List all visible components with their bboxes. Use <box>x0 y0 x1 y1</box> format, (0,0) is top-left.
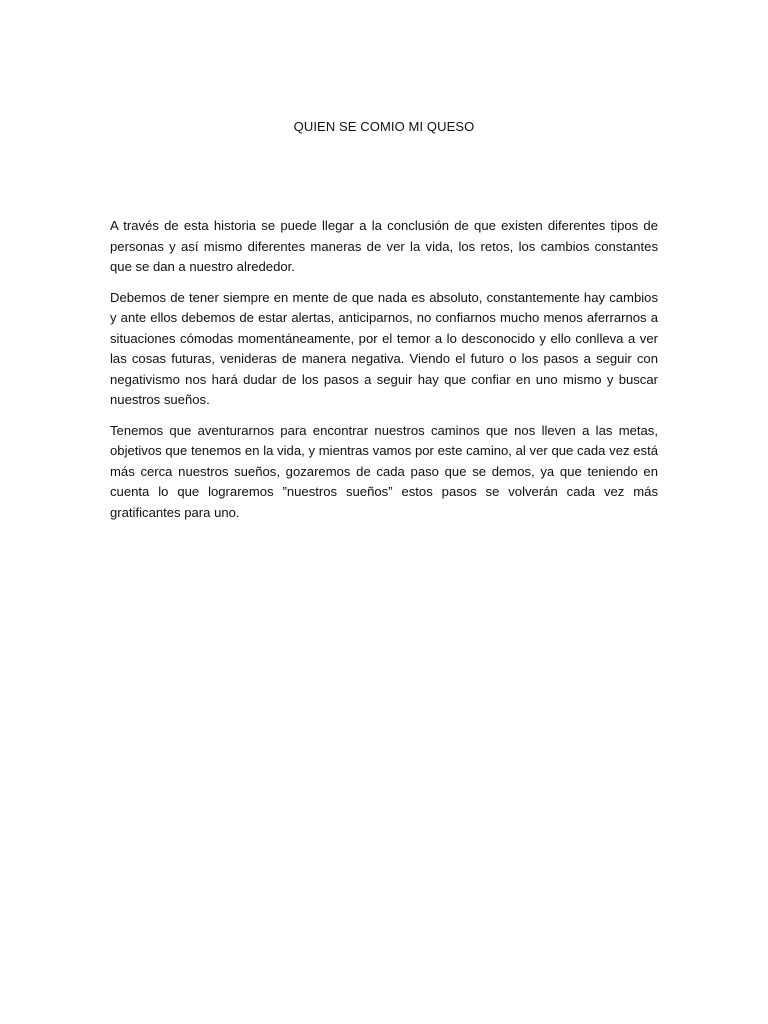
document-body <box>110 216 658 533</box>
paragraph-2: Debemos de tener siempre en mente de que nada es absoluto, constantemente hay cambios y ante ellos debemos de estar alertas, anticiparnos, no confiarnos mucho menos aferrarnos a situaciones cómodas momentáneamente, por el temor a lo desconocido y ello conlleva a ver las cosas futuras, venideras de manera negativa. Viendo el futuro o los pasos a seguir con negativismo nos hará dudar de los pasos a seguir hay que confiar en uno mismo y buscar nuestros sueños. <box>110 289 658 407</box>
document-title: QUIEN SE COMIO MI QUESO <box>293 119 475 134</box>
paragraph-1: A través de esta historia se puede llegar a la conclusión de que existen diferentes tipos de personas y así mismo diferentes maneras de ver la vida, los retos, los cambios constantes que se dan a nuestro alrededor. <box>110 218 658 274</box>
paragraph-3: Tenemos que aventurarnos para encontrar nuestros caminos que nos lleven a las metas, objetivos que tenemos en la vida, y mientras vamos por este camino, al ver que cada vez está más cerca nuestros sueños, gozaremos de cada paso que se demos, ya que teniendo en cuenta lo que lograremos ”nuestros sueños” estos pasos se volverán cada vez más gratificantes para uno. <box>110 422 658 520</box>
